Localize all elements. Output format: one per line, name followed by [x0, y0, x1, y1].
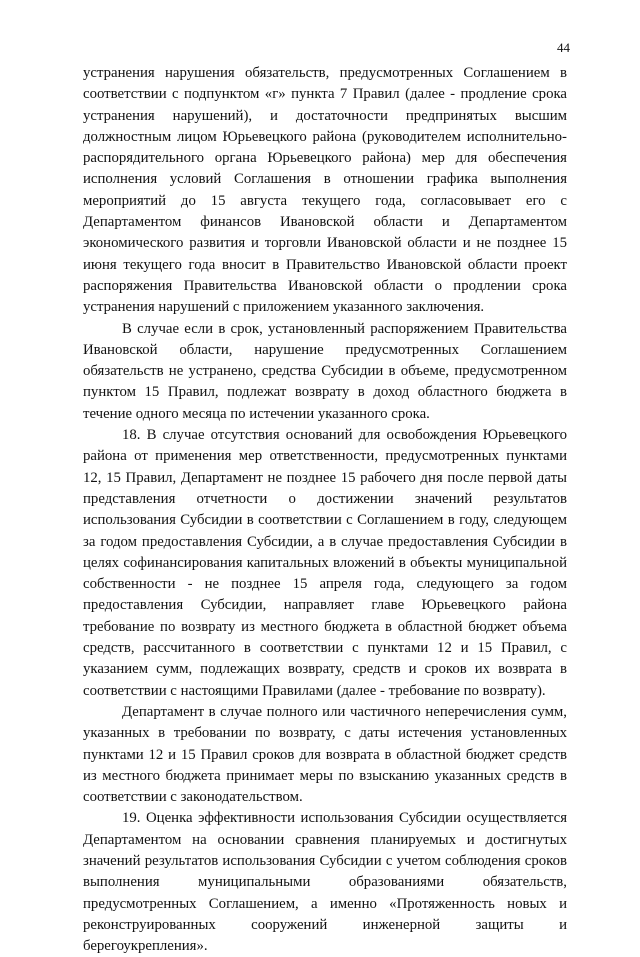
paragraph-item-18: 18. В случае отсутствия оснований для освобождения Юрьевецкого района от применения мер ответственности, предусмотренных пунктами 12, 15 Правил, Департамент не позднее 15 рабочего дня после первой даты представления отчетности о достижении значений результатов использования Субсидии в соответствии с Соглашением в году, следующем за годом предоставления Субсидии, а в случае предоставления Субсидии в целях софинансирования капитальных вложений в объекты муниципальной собственности - не позднее 15 апреля года, следующего за годом предоставления Субсидии, направляет главе Юрьевецкого района требование по возврату из местного бюджета в областной бюджет объема средств, рассчитанного в соответствии с пунктами 12 и 15 Правил, с указанием сумм, подлежащих возврату, средств и сроков их возврата в соответствии с настоящими Правилами (далее - требование по возврату). — [83, 427, 567, 699]
paragraph-continuation: устранения нарушения обязательств, предусмотренных Соглашением в соответствии с подпунктом «г» пункта 7 Правил (далее - продление срока устранения нарушений), и достаточности предпринятых высшим должностным лицом Юрьевецкого района (руководителем исполнительно-распорядительного органа Юрьевецкого района) мер для обеспечения исполнения условий Соглашения в отношении графика выполнения мероприятий до 15 августа текущего года, согласовывает его с Департаментом финансов Ивановской области и Департаментом экономического развития и торговли Ивановской области и не позднее 15 июня текущего года вносит в Правительство Ивановской области проект распоряжения Правительства Ивановской области о продлении срока устранения нарушений с приложением указанного заключения. — [83, 65, 567, 316]
paragraph-department-recovery: Департамент в случае полного или частичного неперечисления сумм, указанных в требовании по возврату, с даты истечения установленных пунктами 12 и 15 Правил сроков для возврата в областной бюджет средств из местного бюджета принимает меры по взысканию указанных средств в соответствии с законодательством. — [83, 703, 567, 806]
paragraph-item-19: 19. Оценка эффективности использования Субсидии осуществляется Департаментом на основании сравнения планируемых и достигнутых значений результатов использования Субсидии с учетом соблюдения сроков выполнения муниципальными образованиями обязательств, предусмотренных Соглашением, а именно «Протяженность новых и реконструированных сооружений инженерной защиты и берегоукрепления». — [83, 810, 567, 955]
page-number: 44 — [557, 40, 570, 55]
document-body — [83, 63, 567, 957]
paragraph-extension-deadline: В случае если в срок, установленный распоряжением Правительства Ивановской области, нарушение предусмотренных Соглашением обязательств не устранено, средства Субсидии в объеме, предусмотренном пунктом 15 Правил, подлежат возврату в доход областного бюджета в течение одного месяца по истечении указанного срока. — [83, 320, 567, 422]
